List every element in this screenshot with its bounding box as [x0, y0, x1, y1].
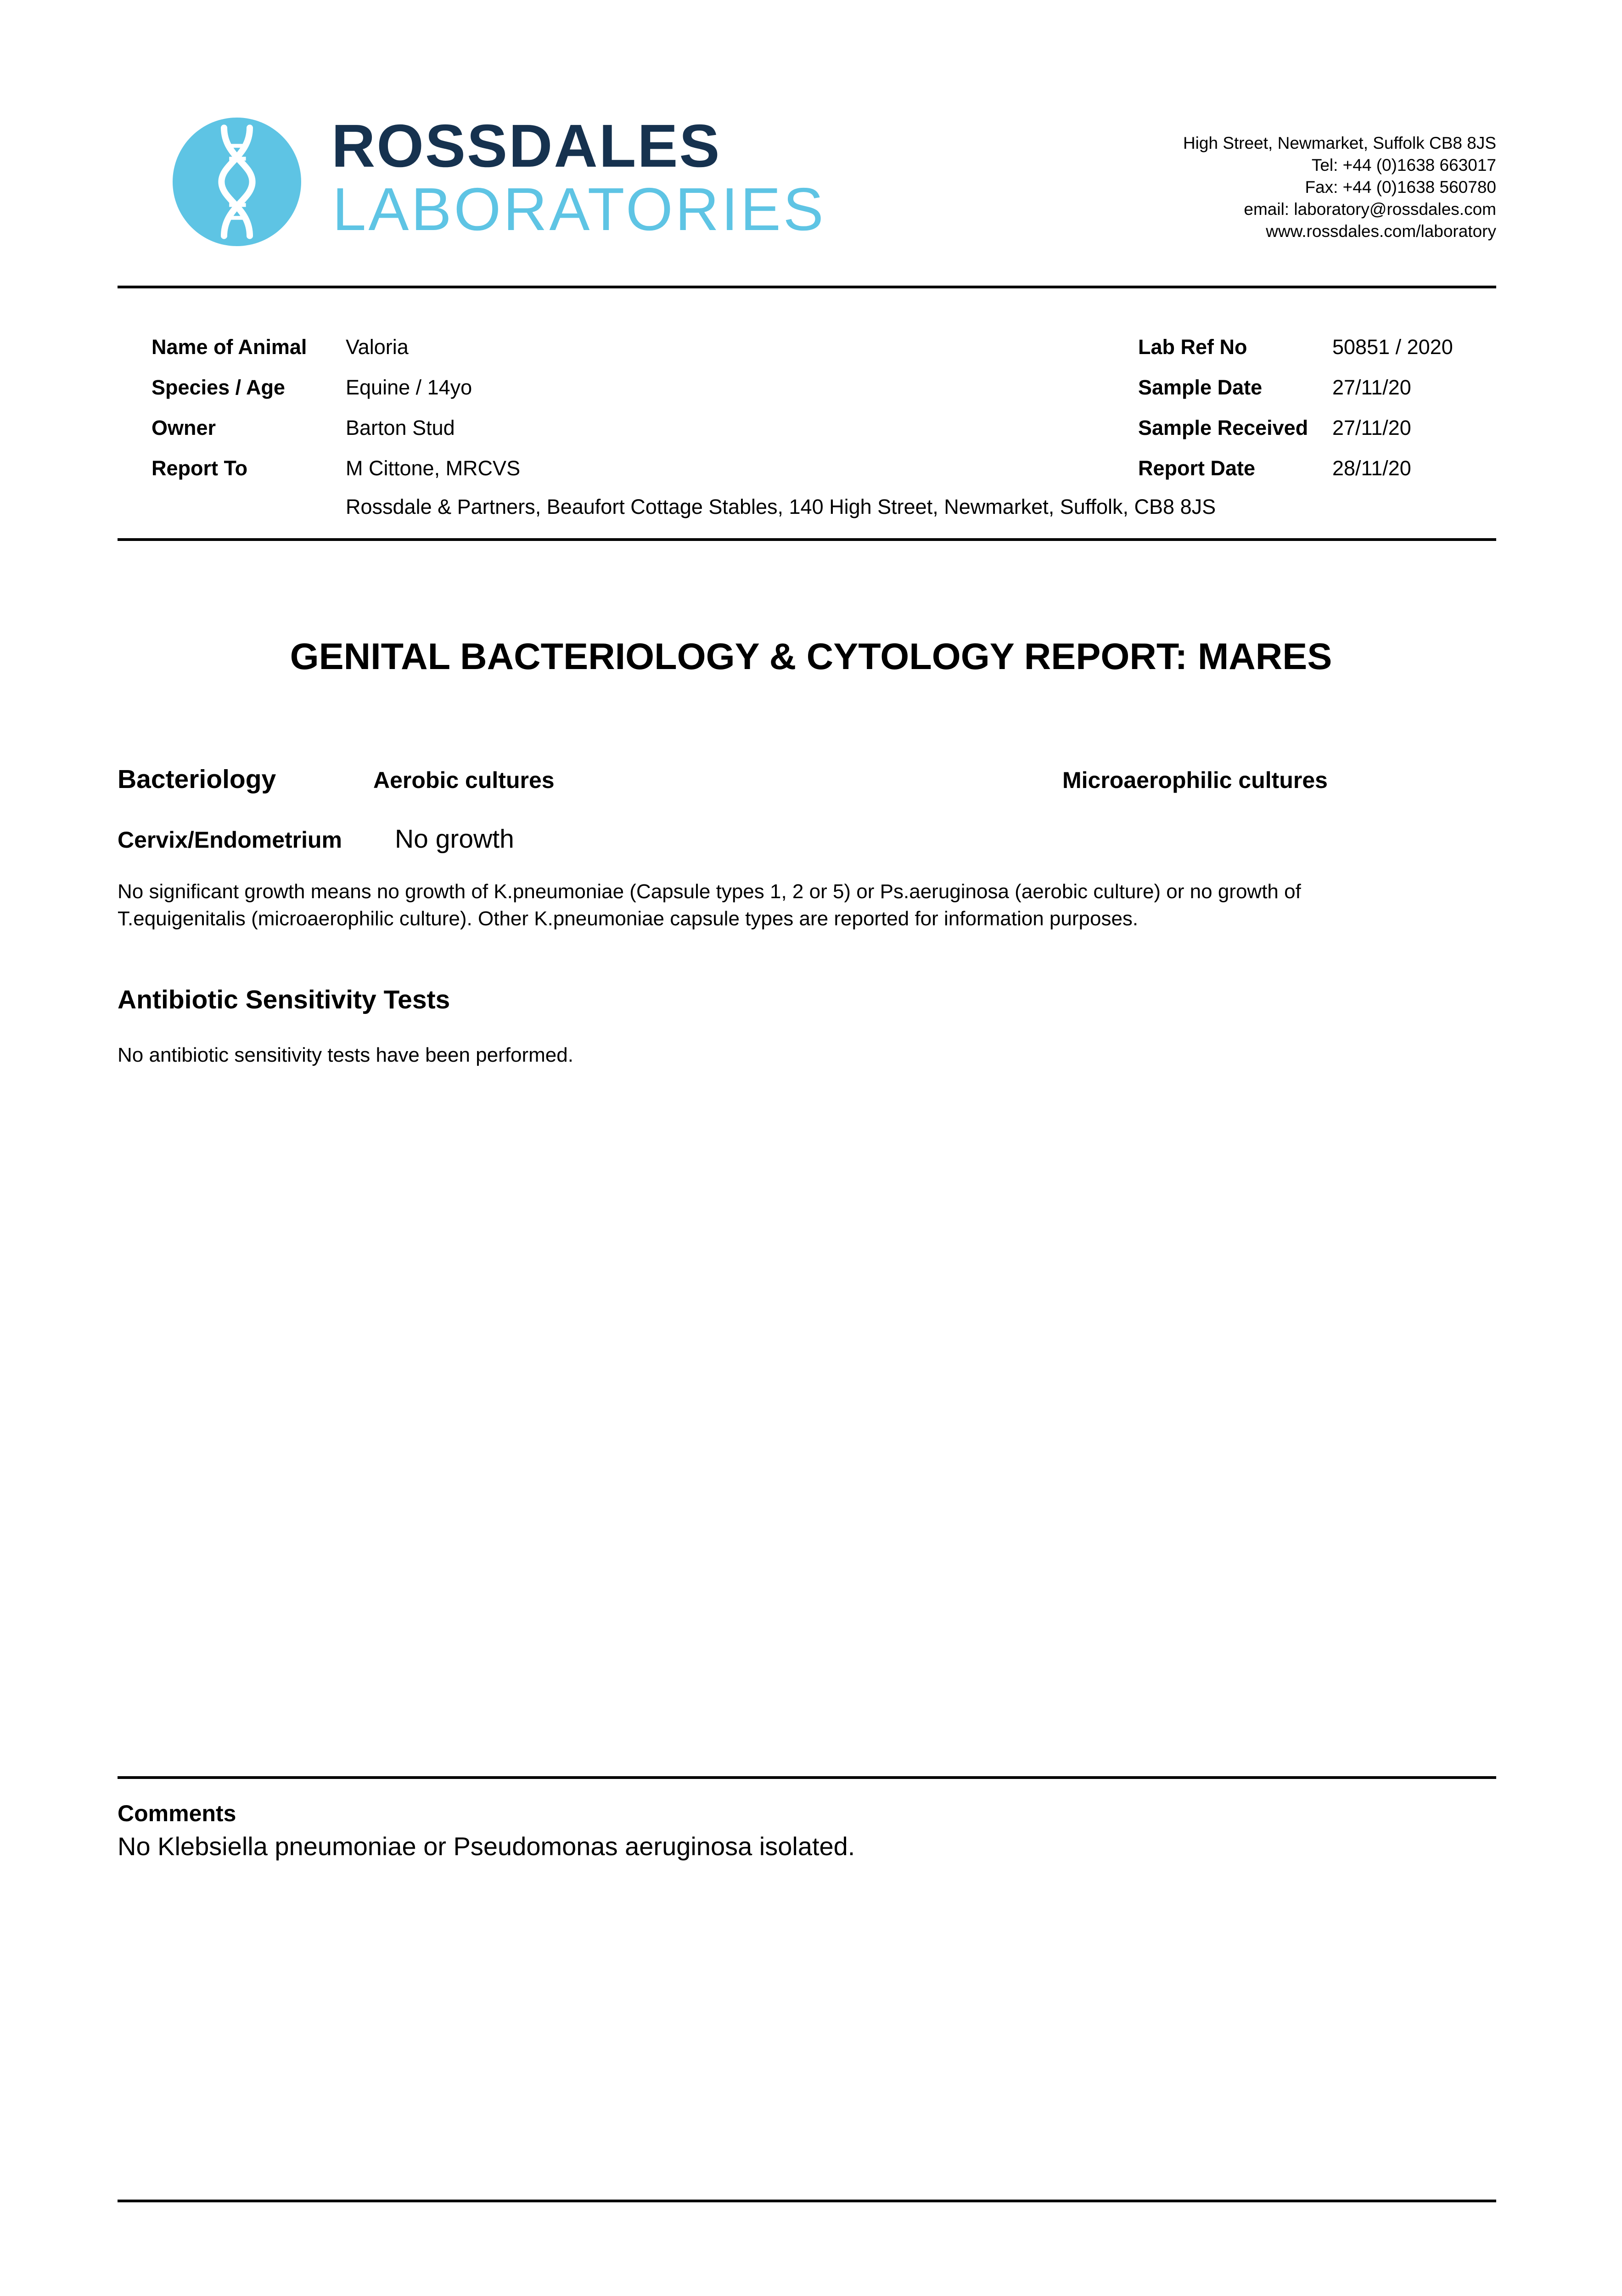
report-to-value: M Cittone, MRCVS [346, 456, 521, 480]
report-date-value: 28/11/20 [1332, 456, 1411, 480]
address-line: High Street, Newmarket, Suffolk CB8 8JS [1183, 134, 1496, 152]
owner-label: Owner [152, 416, 216, 439]
dna-helix-icon [173, 118, 301, 246]
header-divider [118, 286, 1496, 288]
bacteriology-note [118, 878, 1495, 932]
bacteriology-heading: Bacteriology [118, 765, 276, 794]
note-line: No significant growth means no growth of K.pneumoniae (Capsule types 1, 2 or 5) or Ps.aeruginosa (aerobic culture) or no growth of [118, 880, 1301, 903]
report-to-address: Rossdale & Partners, Beaufort Cottage Stables, 140 High Street, Newmarket, Suffolk, CB8 8JS [346, 495, 1216, 518]
microaerophilic-cultures-heading: Microaerophilic cultures [1062, 767, 1328, 793]
fax-line: Fax: +44 (0)1638 560780 [1305, 178, 1496, 197]
lab-ref-no-value: 50851 / 2020 [1332, 335, 1453, 359]
species-age-value: Equine / 14yo [346, 376, 472, 399]
lab-address [1183, 132, 1496, 242]
brand-name-line-2: LABORATORIES [332, 175, 826, 243]
owner-value: Barton Stud [346, 416, 455, 439]
comments-heading: Comments [118, 1801, 236, 1826]
sample-received-value: 27/11/20 [1332, 416, 1411, 439]
aerobic-cultures-heading: Aerobic cultures [373, 767, 555, 793]
sample-date-label: Sample Date [1138, 376, 1263, 399]
website-line: www.rossdales.com/laboratory [1266, 222, 1496, 241]
antibiotic-text: No antibiotic sensitivity tests have been performed. [118, 1044, 573, 1066]
sample-received-label: Sample Received [1138, 416, 1308, 439]
brand-name-line-1: ROSSDALES [331, 112, 721, 180]
species-age-label: Species / Age [152, 376, 285, 399]
comments-divider [118, 1776, 1496, 1779]
phone-line: Tel: +44 (0)1638 663017 [1311, 156, 1496, 174]
info-divider [118, 538, 1496, 541]
report-date-label: Report Date [1138, 456, 1256, 480]
lab-ref-no-label: Lab Ref No [1138, 335, 1247, 359]
footer-divider [118, 2200, 1496, 2202]
report-to-label: Report To [152, 456, 248, 480]
aerobic-result: No growth [395, 824, 514, 854]
name-of-animal-label: Name of Animal [152, 335, 307, 359]
report-title: GENITAL BACTERIOLOGY & CYTOLOGY REPORT: MARES [290, 636, 1332, 677]
note-line: T.equigenitalis (microaerophilic culture). Other K.pneumoniae capsule types are reported for information purposes. [118, 907, 1139, 930]
email-line: email: laboratory@rossdales.com [1244, 200, 1496, 219]
cervix-endometrium-label: Cervix/Endometrium [118, 827, 342, 853]
name-of-animal-value: Valoria [346, 335, 409, 359]
sample-date-value: 27/11/20 [1332, 376, 1411, 399]
antibiotic-heading: Antibiotic Sensitivity Tests [118, 985, 450, 1014]
comments-text: No Klebsiella pneumoniae or Pseudomonas aeruginosa isolated. [118, 1832, 855, 1861]
